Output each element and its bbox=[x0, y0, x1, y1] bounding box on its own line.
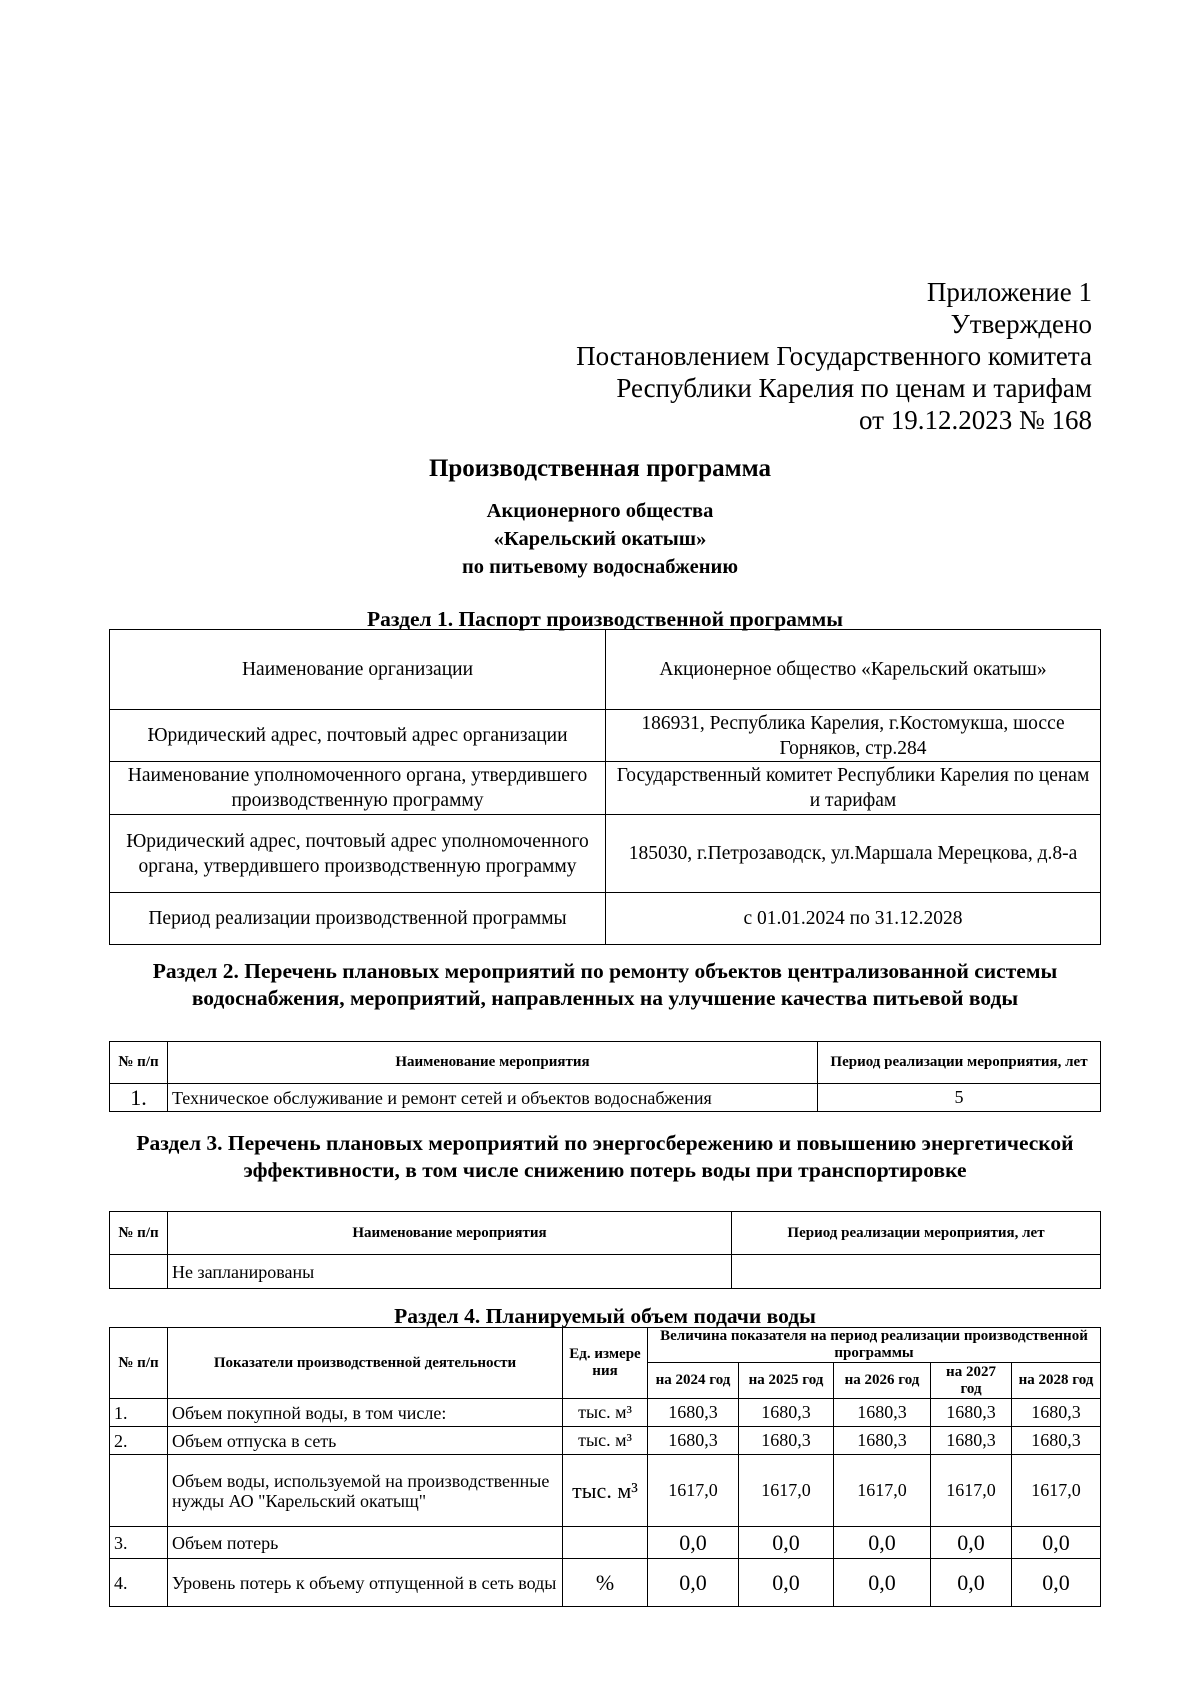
measure-period: 5 bbox=[818, 1084, 1101, 1112]
value-cell: 1680,3 bbox=[931, 1427, 1012, 1455]
table-header-row bbox=[110, 1042, 1101, 1084]
row-number: 2. bbox=[110, 1427, 168, 1455]
col-unit-header: Ед. измере ния bbox=[563, 1328, 648, 1399]
document-title: Производственная программа bbox=[428, 455, 772, 482]
row-number: 1. bbox=[110, 1084, 168, 1112]
value-cell: 0,0 bbox=[739, 1527, 834, 1559]
value-cell: 1680,3 bbox=[1012, 1399, 1101, 1427]
row-number: 4. bbox=[110, 1559, 168, 1607]
table-header-row bbox=[110, 1212, 1101, 1255]
value-cell: 1617,0 bbox=[739, 1455, 834, 1527]
table-row bbox=[110, 710, 1101, 762]
table-row bbox=[110, 1427, 1101, 1455]
table-row bbox=[110, 815, 1101, 893]
indicator-unit: тыс. м³ bbox=[563, 1427, 648, 1455]
measure-name: Не запланированы bbox=[168, 1255, 732, 1289]
section2-heading: Раздел 2. Перечень плановых мероприятий по ремонту объектов централизованной системы водоснабжения, мероприятий, направленных на улучшение качества питьевой воды bbox=[152, 959, 1058, 1010]
value-cell: 0,0 bbox=[834, 1527, 931, 1559]
value-cell: 1617,0 bbox=[1012, 1455, 1101, 1527]
value-cell: 0,0 bbox=[739, 1559, 834, 1607]
value-cell: 1680,3 bbox=[648, 1399, 739, 1427]
table-row bbox=[110, 1527, 1101, 1559]
indicator-name: Объем потерь bbox=[168, 1527, 563, 1559]
value-cell: 0,0 bbox=[931, 1559, 1012, 1607]
row-number: 1. bbox=[110, 1399, 168, 1427]
year-header: на 2025 год bbox=[739, 1363, 834, 1399]
section4-heading: Раздел 4. Планируемый объем подачи воды bbox=[394, 1304, 816, 1328]
year-header: на 2024 год bbox=[648, 1363, 739, 1399]
passport-value: с 01.01.2024 по 31.12.2028 bbox=[606, 893, 1101, 945]
value-cell: 1680,3 bbox=[1012, 1427, 1101, 1455]
water-supply-table bbox=[109, 1327, 1101, 1607]
col-number-header: № п/п bbox=[110, 1042, 168, 1084]
value-cell: 1680,3 bbox=[834, 1399, 931, 1427]
value-cell: 1617,0 bbox=[834, 1455, 931, 1527]
passport-label: Наименование организации bbox=[110, 630, 606, 710]
measure-name: Техническое обслуживание и ремонт сетей и объектов водоснабжения bbox=[168, 1084, 818, 1112]
approval-line: Утверждено bbox=[950, 309, 1092, 339]
value-cell: 0,0 bbox=[648, 1559, 739, 1607]
indicator-name: Объем отпуска в сеть bbox=[168, 1427, 563, 1455]
passport-label: Период реализации производственной программы bbox=[110, 893, 606, 945]
value-cell: 1680,3 bbox=[739, 1399, 834, 1427]
value-cell: 1680,3 bbox=[739, 1427, 834, 1455]
passport-label: Юридический адрес, почтовый адрес организации bbox=[110, 710, 606, 762]
indicator-unit bbox=[563, 1527, 648, 1559]
indicator-unit: тыс. м³ bbox=[563, 1399, 648, 1427]
indicator-unit: % bbox=[563, 1559, 648, 1607]
table-row bbox=[110, 893, 1101, 945]
passport-value: 186931, Республика Карелия, г.Костомукша, шоссе Горняков, стр.284 bbox=[606, 710, 1101, 762]
indicator-unit: тыс. м³ bbox=[563, 1455, 648, 1527]
subtitle-line: по питьевому водоснабжению bbox=[461, 556, 739, 578]
indicator-name: Уровень потерь к объему отпущенной в сеть воды bbox=[168, 1559, 563, 1607]
col-name-header: Наименование мероприятия bbox=[168, 1042, 818, 1084]
value-cell: 0,0 bbox=[931, 1527, 1012, 1559]
col-indicator-header: Показатели производственной деятельности bbox=[168, 1328, 563, 1399]
table-row bbox=[110, 1455, 1101, 1527]
value-cell: 1680,3 bbox=[834, 1427, 931, 1455]
passport-value: 185030, г.Петрозаводск, ул.Маршала Мерецкова, д.8-а bbox=[606, 815, 1101, 893]
section3-heading: Раздел 3. Перечень плановых мероприятий по энергосбережению и повышению энергетической эффективности, в том числе снижению потерь воды при транспортировке bbox=[136, 1131, 1074, 1182]
approval-block bbox=[392, 276, 1092, 436]
table-row bbox=[110, 630, 1101, 710]
year-header: на 2028 год bbox=[1012, 1363, 1101, 1399]
value-cell: 0,0 bbox=[1012, 1559, 1101, 1607]
value-cell: 0,0 bbox=[834, 1559, 931, 1607]
passport-value: Государственный комитет Республики Карелия по ценам и тарифам bbox=[606, 762, 1101, 815]
value-cell: 1617,0 bbox=[931, 1455, 1012, 1527]
col-group-header: Величина показателя на период реализации производственной программы bbox=[648, 1328, 1101, 1363]
document-subtitle bbox=[0, 497, 1200, 581]
subtitle-line: «Карельский окатыш» bbox=[493, 528, 707, 550]
approval-line: от 19.12.2023 № 168 bbox=[859, 405, 1092, 435]
year-header: на 2027 год bbox=[931, 1363, 1012, 1399]
col-period-header: Период реализации мероприятия, лет bbox=[732, 1212, 1101, 1255]
row-number: 3. bbox=[110, 1527, 168, 1559]
indicator-name: Объем покупной воды, в том числе: bbox=[168, 1399, 563, 1427]
approval-line: Постановлением Государственного комитета bbox=[576, 341, 1092, 371]
value-cell: 1680,3 bbox=[931, 1399, 1012, 1427]
value-cell: 0,0 bbox=[1012, 1527, 1101, 1559]
year-header: на 2026 год bbox=[834, 1363, 931, 1399]
value-cell: 1617,0 bbox=[648, 1455, 739, 1527]
passport-label: Юридический адрес, почтовый адрес уполномоченного органа, утвердившего производственную программу bbox=[110, 815, 606, 893]
row-number bbox=[110, 1455, 168, 1527]
table-row bbox=[110, 1399, 1101, 1427]
table-row bbox=[110, 762, 1101, 815]
passport-value: Акционерное общество «Карельский окатыш» bbox=[606, 630, 1101, 710]
row-number bbox=[110, 1255, 168, 1289]
subtitle-line: Акционерного общества bbox=[486, 500, 714, 522]
col-number-header: № п/п bbox=[110, 1328, 168, 1399]
indicator-name: Объем воды, используемой на производственные нужды АО "Карельский окатыщ" bbox=[168, 1455, 563, 1527]
passport-table bbox=[109, 629, 1101, 945]
col-period-header: Период реализации мероприятия, лет bbox=[818, 1042, 1101, 1084]
approval-line: Приложение 1 bbox=[926, 277, 1092, 307]
value-cell: 0,0 bbox=[648, 1527, 739, 1559]
table-row bbox=[110, 1559, 1101, 1607]
col-name-header: Наименование мероприятия bbox=[168, 1212, 732, 1255]
passport-label: Наименование уполномоченного органа, утвердившего производственную программу bbox=[110, 762, 606, 815]
table-row bbox=[110, 1084, 1101, 1112]
repair-measures-table bbox=[109, 1041, 1101, 1112]
table-row bbox=[110, 1255, 1101, 1289]
value-cell: 1680,3 bbox=[648, 1427, 739, 1455]
col-number-header: № п/п bbox=[110, 1212, 168, 1255]
approval-line: Республики Карелия по ценам и тарифам bbox=[616, 373, 1092, 403]
energy-measures-table bbox=[109, 1211, 1101, 1289]
table-header-row bbox=[110, 1328, 1101, 1363]
measure-period bbox=[732, 1255, 1101, 1289]
section1-heading: Раздел 1. Паспорт производственной программы bbox=[366, 607, 844, 631]
